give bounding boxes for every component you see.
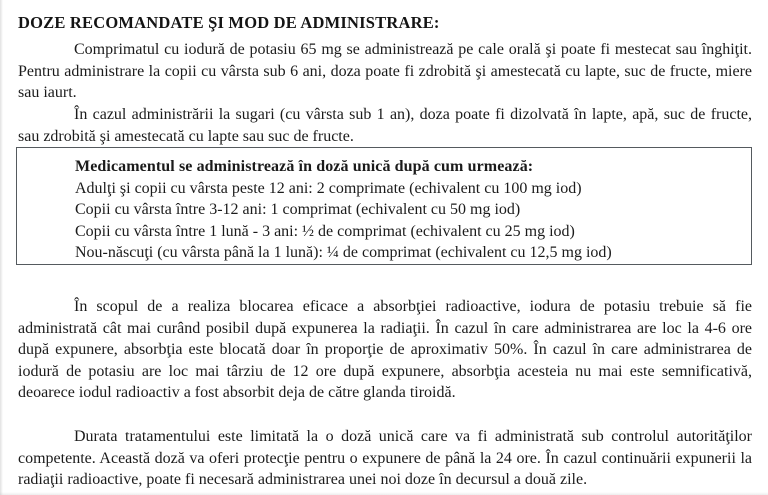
paragraph-infant-administration: În cazul administrării la sugari (cu vârsta sub 1 an), doza poate fi dizolvată în lapte, apă, suc de fructe, sau zdrobită şi amestecată cu lapte sau suc de fructe. xyxy=(18,106,752,145)
dosage-callout-box xyxy=(16,147,752,265)
scan-edge-artifact-left xyxy=(0,0,3,495)
dosage-lead-line: Medicamentul se administrează în doză unică după cum urmează: xyxy=(75,158,534,175)
dosage-row-children-3-to-12: Copii cu vârsta între 3-12 ani: 1 comprimat (echivalent cu 50 mg iod) xyxy=(75,201,521,218)
dosage-row-children-1month-to-3: Copii cu vârsta între 1 lună - 3 ani: ½ de comprimat (echivalent cu 25 mg iod) xyxy=(75,222,575,240)
paragraph-absorption-blocking: În scopul de a realiza blocarea eficace a absorbţiei radioactive, iodura de potasiu trebuie să fie administrată cât mai curând posibil după expunerea la radiaţii. În cazul în care administrarea are loc la 4-6 ore după expunere, absorbţia este blocată doar în proporţie de aproximativ 50%. În cazul în care administrarea de iodură de potasiu are loc mai târziu de 12 ore după expunere, absorbţia acesteia nu mai este semnificativă, deoarece iodul radioactiv a fost absorbit deja de către glanda tiroidă. xyxy=(18,298,752,401)
paragraph-administration-route: Comprimatul cu iodură de potasiu 65 mg se administrează pe cale orală şi poate fi mestecat sau înghiţit. Pentru administrare la copii cu vârsta sub 6 ani, doza poate fi zdrobită şi amestecată cu lapte, suc de fructe, miere sau iaurt. xyxy=(18,41,752,101)
page-title: DOZE RECOMANDATE ŞI MOD DE ADMINISTRARE: xyxy=(18,13,440,33)
dosage-callout-content xyxy=(75,156,743,264)
dosage-row-adults-over-12: Adulţi şi copii cu vârsta peste 12 ani: 2 comprimate (echivalent cu 100 mg iod) xyxy=(75,179,582,197)
dosage-row-newborns: Nou-născuţi (cu vârsta până la 1 lună): ¼ de comprimat (echivalent cu 12,5 mg iod) xyxy=(75,244,612,261)
paragraph-treatment-duration: Durata tratamentului este limitată la o doză unică care va fi administrată sub controlul autorităţilor competente. Această doză va oferi protecţie pentru o expunere de până la 24 ore. În cazul continuării expunerii la radiaţii radioactive, poate fi necesară administrarea unei noi doze în decursul a două zile. xyxy=(18,428,752,488)
